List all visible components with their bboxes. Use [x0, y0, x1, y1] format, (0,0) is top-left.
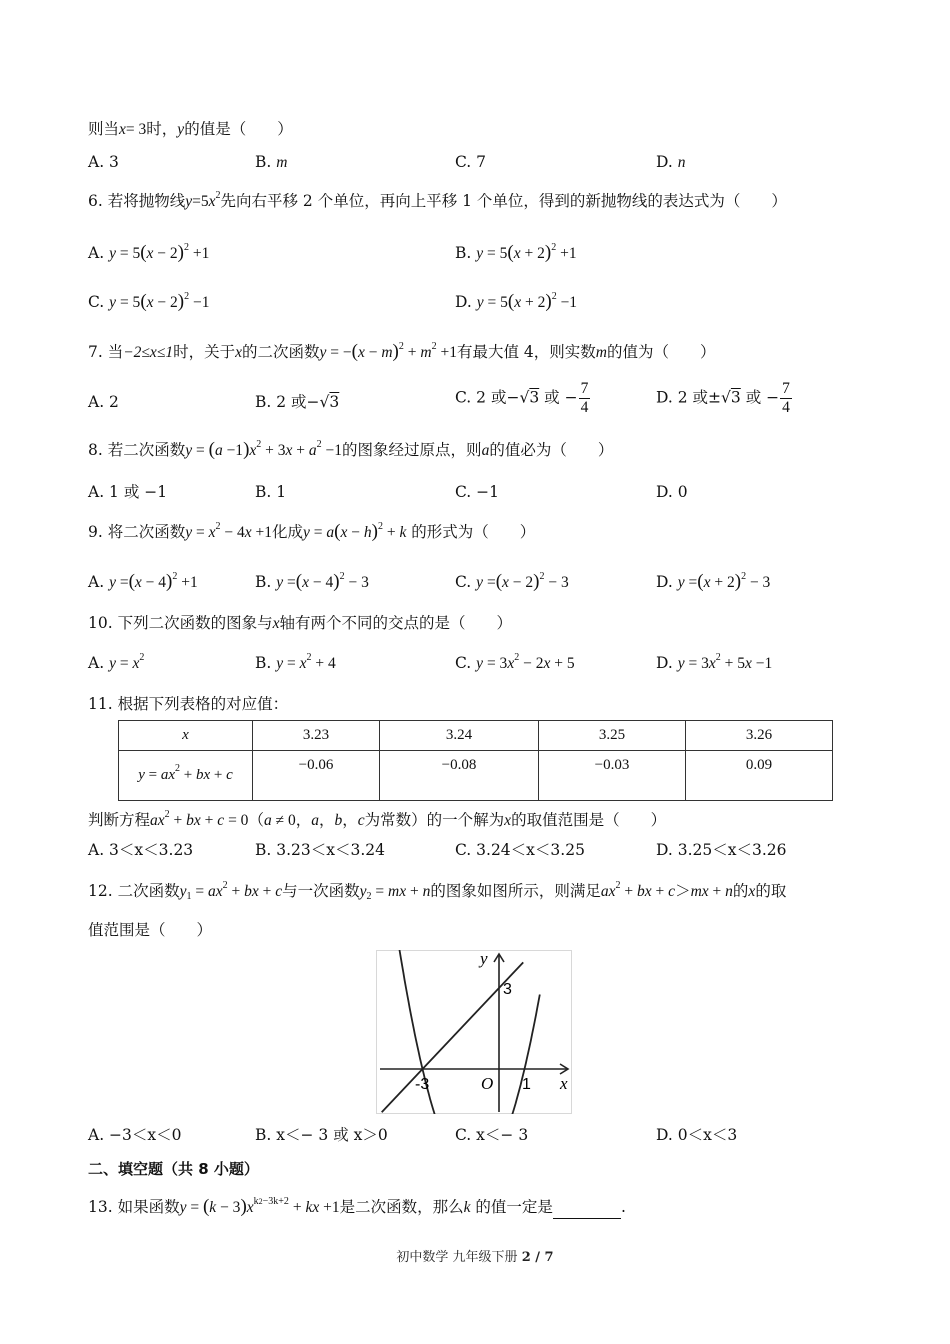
q5-option-a[interactable]: A. 3 — [88, 153, 119, 171]
q11-stem: 11. 根据下列表格的对应值： — [88, 695, 289, 713]
q6-text: 先向右平移 2 个单位，再向上平移 1 个单位，得到的新抛物线的表达式为（ ） — [220, 192, 787, 210]
intro-text: 的值是（ ） — [184, 120, 293, 138]
option-label: D. — [656, 654, 673, 672]
q9-option-a[interactable]: A. $y =(x - 4)^2 +1$ — [88, 571, 198, 592]
option-label: C. — [455, 573, 472, 591]
q7-text: 有最大值 4，则实数 — [456, 343, 596, 361]
q12-text: 的取 — [755, 882, 787, 900]
table-header-y: $y = ax^2$ + bx + c — [119, 751, 253, 801]
q8-stem — [88, 439, 613, 462]
q12-option-d[interactable]: D. 0＜x＜3 — [656, 1126, 738, 1144]
var-a: a — [481, 442, 490, 459]
q13-stem — [88, 1196, 626, 1219]
table-cell: 0.09 — [686, 751, 833, 801]
q7-text: 的值为（ ） — [606, 343, 716, 361]
var-y: y — [177, 121, 185, 138]
q11-option-b[interactable]: B. 3.23＜x＜3.24 — [255, 841, 386, 859]
table-cell: −0.06 — [253, 751, 380, 801]
or-text: 或 — [544, 388, 560, 407]
q11-text: 的取值范围是（ ） — [511, 811, 667, 829]
option-label: B. — [255, 573, 272, 591]
q7-stem: 7. 当−2≤x≤1时，关于x的二次函数$y = -(x - m)^2 + m^2 +1$有最大值 4，则实数m的值为（ ） — [88, 341, 716, 362]
q6-stem — [88, 190, 787, 213]
q9-option-c[interactable]: C. $y =(x - 2)^2 - 3$ — [455, 571, 569, 592]
q9-formula: $y = x^2 - 4x +1$ — [185, 521, 273, 541]
q9-text: 化成 — [272, 523, 304, 541]
q10-option-d[interactable]: D. $y = 3x^2 + 5x -1$ — [656, 652, 773, 672]
q11-table — [118, 720, 833, 801]
q9-vertex-form: $y = a(x - h)^2 + k$ — [303, 521, 407, 542]
graph-border — [377, 951, 572, 1114]
option-label: B. — [455, 244, 472, 262]
q13-text: . — [620, 1198, 626, 1216]
q7-option-b[interactable]: B. 2 或−√3 — [255, 393, 340, 411]
q12-option-a[interactable]: A. −3＜x＜0 — [88, 1126, 182, 1144]
q6-option-c[interactable]: C. $y = 5(x - 2)^2 -1$ — [88, 291, 210, 312]
table-row — [119, 751, 833, 801]
option-label: C. — [455, 654, 472, 672]
var-k: k — [463, 1199, 471, 1216]
q11-text: 判断方程 — [88, 811, 151, 829]
q11-option-d[interactable]: D. 3.25＜x＜3.26 — [656, 841, 787, 859]
option-label: B. — [255, 654, 272, 672]
q7-range: −2≤x≤1 — [123, 344, 174, 361]
table-cell: 3.23 — [253, 721, 380, 751]
intro-line — [88, 118, 293, 141]
sqrt-3: 3 — [529, 388, 540, 407]
option-label: D. — [455, 293, 472, 311]
q8-text: 的值必为（ ） — [489, 441, 614, 459]
q8-option-b[interactable]: B. 1 — [255, 483, 287, 501]
q11-text: ， — [342, 811, 358, 829]
q7-option-c[interactable]: C. 2 或−√3 或 − $\frac{7}{4}$ — [455, 380, 589, 416]
q9-text: 9. 将二次函数 — [88, 523, 186, 541]
q5-option-c[interactable]: C. 7 — [455, 153, 487, 171]
x-axis-label: x — [560, 1074, 568, 1093]
q6-option-d[interactable]: D. $y = 5(x + 2)^2 -1$ — [455, 291, 578, 312]
q5-option-b[interactable] — [255, 151, 287, 174]
q12-stem-line2: 值范围是（ ） — [88, 921, 213, 939]
var-x: x — [119, 121, 126, 138]
page-number: 2 / 7 — [521, 1250, 554, 1265]
q13-text: 13. 如果函数 — [88, 1198, 180, 1216]
or-text: 或 — [745, 388, 762, 407]
option-label: A. — [88, 244, 105, 262]
table-cell: 3.26 — [686, 721, 833, 751]
q10-option-a[interactable]: A. $y = x^2$ — [88, 652, 145, 672]
table-cell: 3.24 — [380, 721, 539, 751]
q5-option-d[interactable] — [656, 151, 686, 174]
q9-text: 的形式为（ ） — [411, 523, 536, 541]
option-value: m — [276, 154, 288, 171]
q12-text: 的图象如图所示，则满足 — [430, 882, 601, 900]
q10-option-b[interactable]: B. $y = x^2 + 4$ — [255, 652, 336, 672]
var-x: x — [272, 615, 280, 632]
neg3-label: -3 — [415, 1076, 430, 1093]
q7-formula: $y = -(x - m)^2 + m^2 +1$ — [319, 341, 457, 362]
option-label: B. — [255, 153, 272, 171]
q10-option-c[interactable]: C. $y = 3x^2 - 2x + 5$ — [455, 652, 575, 672]
q12-text: 12. 二次函数 — [88, 882, 180, 900]
option-label: A. — [88, 654, 105, 672]
q12-option-b[interactable]: B. x＜− 3 或 x＞0 — [255, 1126, 388, 1144]
q11-judge: 判断方程$ax^2$ + bx + c = 0（a ≠ 0，a，b，c为常数）的一个解为x的取值范围是（ ） — [88, 809, 667, 829]
q13-text: 的值一定是 — [475, 1198, 553, 1216]
y-axis-label: y — [480, 950, 488, 968]
q9-stem — [88, 521, 535, 544]
q6-formula: $y=5x^2$ — [185, 190, 221, 210]
fraction-7-4: $\frac{7}{4}$ — [580, 380, 589, 416]
option-label: D. — [656, 573, 673, 591]
q7-text: 时，关于 — [173, 343, 236, 361]
q10-stem — [88, 612, 512, 635]
one-label: 1 — [522, 1076, 531, 1093]
q8-text: 8. 若二次函数 — [88, 441, 186, 459]
q11-text: （ — [248, 811, 264, 829]
q11-text: 为常数）的一个解为 — [364, 811, 505, 829]
q8-option-d[interactable]: D. 0 — [656, 483, 688, 501]
q11-option-c[interactable]: C. 3.24＜x＜3.25 — [455, 841, 585, 859]
q7-option-a[interactable]: A. 2 — [88, 393, 119, 411]
q12-text: 与一次函数 — [282, 882, 360, 900]
q9-option-b[interactable]: B. $y =(x - 4)^2 - 3$ — [255, 571, 369, 592]
q12-option-c[interactable]: C. x＜− 3 — [455, 1126, 529, 1144]
q12-graph — [376, 950, 572, 1114]
intro-text: 时， — [146, 120, 178, 138]
q7-text: 的二次函数 — [241, 343, 320, 361]
three-label: 3 — [503, 981, 512, 998]
page-footer — [0, 1246, 950, 1265]
option-value: n — [677, 154, 686, 171]
q11-option-a[interactable]: A. 3＜x＜3.23 — [88, 841, 194, 859]
var-m: m — [595, 344, 607, 361]
q8-formula: $y = (a -1)x^2 + 3x + a^2 -1$ — [185, 439, 343, 460]
q6-text: 6. 若将抛物线 — [88, 192, 186, 210]
table-row — [119, 721, 833, 751]
q12-stem: 12. 二次函数$y_1 = ax^2$ + bx + c与一次函数$y_2$ = mx + n的图象如图所示，则满足$ax^2$ + bx + c＞mx + n的x的取 — [88, 880, 787, 902]
q7-text: 7. 当 — [88, 343, 124, 361]
table-cell: −0.03 — [539, 751, 686, 801]
q6-option-b[interactable]: B. $y = 5(x + 2)^2 +1$ — [455, 242, 577, 263]
option-label: B. 2 或 — [255, 393, 307, 411]
q8-option-a[interactable]: A. 1 或 −1 — [88, 483, 168, 501]
q10-text: 轴有两个不同的交点的是（ ） — [279, 614, 512, 632]
eq-3: = 3 — [125, 121, 147, 138]
option-label: C. — [88, 293, 105, 311]
q11-text: ， — [295, 811, 312, 829]
q12-text: 的 — [732, 882, 749, 900]
sqrt-3: 3 — [329, 393, 340, 411]
option-label: C. 2 或 — [455, 388, 507, 407]
sqrt-3: 3 — [730, 388, 741, 407]
answer-blank[interactable] — [553, 1202, 621, 1219]
q7-option-d[interactable]: D. 2 或±√3 或 − $\frac{7}{4}$ — [656, 380, 790, 416]
q8-option-c[interactable]: C. −1 — [455, 483, 500, 501]
linear-line — [382, 962, 524, 1112]
q9-option-d[interactable]: D. $y =(x + 2)^2 - 3$ — [656, 571, 771, 592]
section-fill-in-heading: 二、填空题（共 8 小题） — [88, 1160, 259, 1178]
option-label: D. 2 或± — [656, 388, 722, 407]
table-cell: 3.25 — [539, 721, 686, 751]
table-cell: −0.08 — [380, 751, 539, 801]
fraction-7-4: $\frac{7}{4}$ — [782, 380, 790, 416]
q10-text: 10. 下列二次函数的图象与 — [88, 614, 273, 632]
q13-formula: $y = (k - 3)x^{k2-3k+2}$ + kx +1 — [179, 1196, 340, 1217]
table-header-x: x — [119, 721, 253, 751]
option-label: D. — [656, 153, 673, 171]
q13-text: 是二次函数，那么 — [339, 1198, 464, 1216]
footer-subject: 初中数学 九年级下册 — [396, 1250, 518, 1265]
intro-text: 则当 — [88, 120, 120, 138]
option-label: A. — [88, 573, 105, 591]
q11-text: ， — [318, 811, 335, 829]
origin-label: O — [481, 1074, 494, 1093]
q8-text: 的图象经过原点，则 — [342, 441, 482, 459]
q6-option-a[interactable]: A. $y = 5(x - 2)^2 +1$ — [88, 242, 210, 263]
